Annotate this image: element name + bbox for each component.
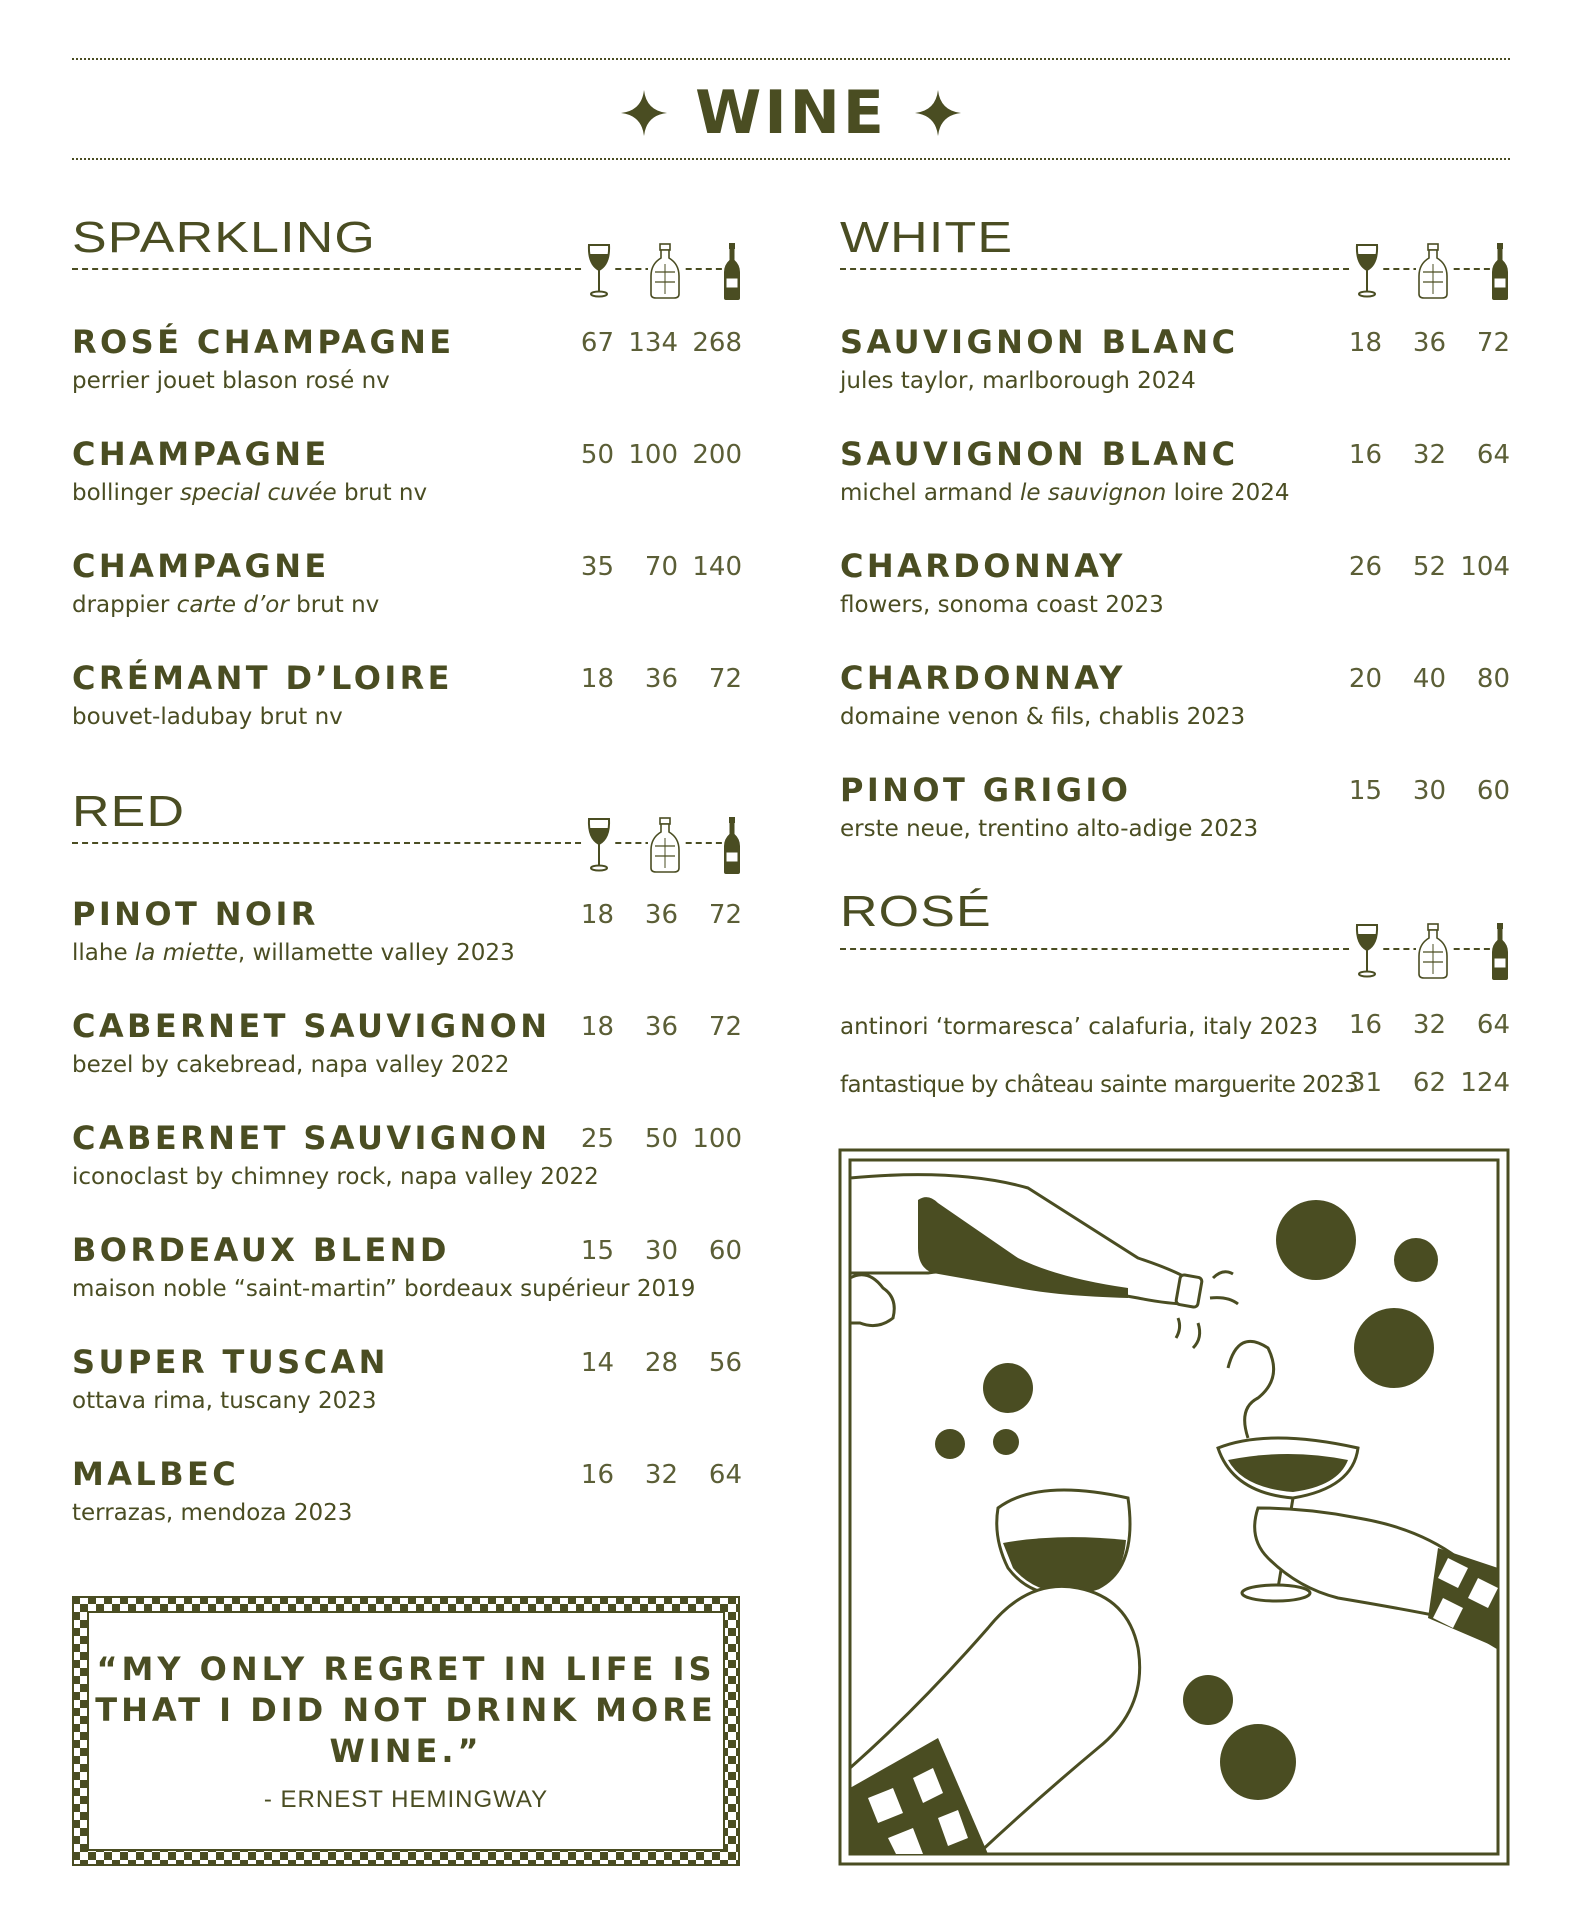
list-item bbox=[840, 435, 1510, 538]
bottle-price: 104 bbox=[1460, 552, 1510, 582]
carafe-price: 36 bbox=[644, 1012, 678, 1042]
carafe-price: 32 bbox=[1412, 1010, 1446, 1040]
price-group bbox=[1340, 778, 1510, 808]
wine-description: iconoclast by chimney rock, napa valley 2022 bbox=[72, 1164, 599, 1190]
wine-glass-icon bbox=[584, 242, 614, 302]
wine-bottle-icon bbox=[1490, 242, 1510, 302]
price-group bbox=[1340, 1070, 1510, 1100]
glass-price: 18 bbox=[580, 1012, 614, 1042]
glass-price: 16 bbox=[1348, 440, 1382, 470]
price-group bbox=[572, 1238, 742, 1268]
bottle-price: 64 bbox=[1476, 440, 1510, 470]
rose-section-header bbox=[840, 887, 1510, 980]
list-item bbox=[72, 659, 742, 762]
list-item bbox=[840, 1012, 1510, 1048]
quote-author: - ERNEST HEMINGWAY bbox=[263, 1785, 549, 1813]
bottle-price: 268 bbox=[692, 328, 742, 358]
list-item bbox=[840, 323, 1510, 426]
wine-name: CHARDONNAY bbox=[840, 547, 1126, 585]
wine-name: SUPER TUSCAN bbox=[72, 1343, 389, 1381]
wine-bottle-icon bbox=[722, 242, 742, 302]
price-group bbox=[572, 902, 742, 932]
wine-bottle-icon bbox=[1490, 922, 1510, 982]
wine-description: domaine venon & fils, chablis 2023 bbox=[840, 704, 1246, 730]
wine-description: perrier jouet blason rosé nv bbox=[72, 368, 390, 394]
sparkling-section-header bbox=[72, 213, 742, 300]
list-item bbox=[72, 1343, 742, 1446]
wine-description: bezel by cakebread, napa valley 2022 bbox=[72, 1052, 510, 1078]
bottle-price: 124 bbox=[1460, 1068, 1510, 1098]
glass-price: 18 bbox=[580, 664, 614, 694]
bottle-price: 140 bbox=[692, 552, 742, 582]
section-title: SPARKLING bbox=[72, 213, 376, 262]
rose-section bbox=[840, 887, 1510, 980]
price-group bbox=[572, 1126, 742, 1156]
wine-description: bouvet-ladubay brut nv bbox=[72, 704, 343, 730]
carafe-price: 62 bbox=[1412, 1068, 1446, 1098]
bottle-price: 60 bbox=[1476, 776, 1510, 806]
list-item bbox=[72, 1455, 742, 1558]
wine-name: BORDEAUX BLEND bbox=[72, 1231, 450, 1269]
bottle-price: 72 bbox=[708, 900, 742, 930]
list-item bbox=[840, 547, 1510, 650]
price-group bbox=[572, 442, 742, 472]
wine-name: ROSÉ CHAMPAGNE bbox=[72, 323, 455, 361]
wine-description: jules taylor, marlborough 2024 bbox=[840, 368, 1196, 394]
wine-name: CHAMPAGNE bbox=[72, 435, 330, 473]
wine-glass-icon bbox=[1352, 242, 1382, 302]
carafe-icon bbox=[648, 242, 682, 302]
carafe-icon bbox=[1416, 242, 1450, 302]
price-group bbox=[1340, 554, 1510, 584]
glass-price: 14 bbox=[580, 1348, 614, 1378]
red-section bbox=[72, 787, 742, 874]
serving-size-icons bbox=[584, 242, 742, 302]
wine-toast-illustration bbox=[838, 1148, 1510, 1866]
list-item bbox=[72, 895, 742, 998]
carafe-price: 134 bbox=[628, 328, 678, 358]
wine-name: CHARDONNAY bbox=[840, 659, 1126, 697]
wine-description: michel armand le sauvignon loire 2024 bbox=[840, 480, 1290, 506]
glass-price: 18 bbox=[1348, 328, 1382, 358]
glass-price: 18 bbox=[580, 900, 614, 930]
wine-name: CRÉMANT D’LOIRE bbox=[72, 659, 453, 697]
bottle-price: 72 bbox=[1476, 328, 1510, 358]
list-item bbox=[72, 547, 742, 650]
quote-box bbox=[72, 1596, 740, 1866]
wine-description: bollinger special cuvée brut nv bbox=[72, 480, 428, 506]
price-group bbox=[1340, 442, 1510, 472]
sparkling-section bbox=[72, 213, 742, 300]
wine-description: fantastique by château sainte marguerite 2023 bbox=[840, 1072, 1359, 1098]
list-item bbox=[72, 1231, 742, 1334]
wine-name: SAUVIGNON BLANC bbox=[840, 323, 1239, 361]
carafe-price: 30 bbox=[1412, 776, 1446, 806]
carafe-price: 70 bbox=[644, 552, 678, 582]
wine-name: CABERNET SAUVIGNON bbox=[72, 1007, 551, 1045]
carafe-icon bbox=[648, 816, 682, 876]
glass-price: 50 bbox=[580, 440, 614, 470]
price-group bbox=[572, 330, 742, 360]
wine-name: SAUVIGNON BLANC bbox=[840, 435, 1239, 473]
wine-description: erste neue, trentino alto-adige 2023 bbox=[840, 816, 1259, 842]
glass-price: 67 bbox=[580, 328, 614, 358]
price-group bbox=[1340, 666, 1510, 696]
carafe-price: 52 bbox=[1412, 552, 1446, 582]
page-title: WINE bbox=[695, 78, 887, 148]
list-item bbox=[840, 659, 1510, 762]
quote-text: “MY ONLY REGRET IN LIFE IS THAT I DID NOT DRINK MORE WINE.” bbox=[95, 1649, 717, 1770]
wine-description: maison noble “saint-martin” bordeaux supérieur 2019 bbox=[72, 1276, 696, 1302]
glass-price: 16 bbox=[580, 1460, 614, 1490]
wine-bottle-icon bbox=[722, 816, 742, 876]
glass-price: 15 bbox=[580, 1236, 614, 1266]
wine-description: drappier carte d’or brut nv bbox=[72, 592, 380, 618]
price-group bbox=[572, 1350, 742, 1380]
carafe-price: 32 bbox=[644, 1460, 678, 1490]
glass-price: 25 bbox=[580, 1124, 614, 1154]
section-title: ROSÉ bbox=[840, 887, 992, 936]
bottle-price: 60 bbox=[708, 1236, 742, 1266]
wine-name: PINOT NOIR bbox=[72, 895, 319, 933]
carafe-price: 40 bbox=[1412, 664, 1446, 694]
wine-description: ottava rima, tuscany 2023 bbox=[72, 1388, 377, 1414]
list-item bbox=[72, 435, 742, 538]
quote-content bbox=[88, 1612, 724, 1850]
white-section-header bbox=[840, 213, 1510, 300]
bottle-price: 56 bbox=[708, 1348, 742, 1378]
list-item bbox=[72, 1119, 742, 1222]
carafe-price: 32 bbox=[1412, 440, 1446, 470]
price-group bbox=[572, 1014, 742, 1044]
section-title: RED bbox=[72, 787, 186, 836]
serving-size-icons bbox=[1352, 242, 1510, 302]
price-group bbox=[572, 554, 742, 584]
wine-description: terrazas, mendoza 2023 bbox=[72, 1500, 353, 1526]
wine-name: CHAMPAGNE bbox=[72, 547, 330, 585]
carafe-price: 50 bbox=[644, 1124, 678, 1154]
wine-description: llahe la miette, willamette valley 2023 bbox=[72, 940, 515, 966]
carafe-price: 100 bbox=[628, 440, 678, 470]
wine-name: MALBEC bbox=[72, 1455, 240, 1493]
bottle-price: 200 bbox=[692, 440, 742, 470]
bottle-price: 72 bbox=[708, 1012, 742, 1042]
wine-glass-icon bbox=[584, 816, 614, 876]
price-group bbox=[572, 1462, 742, 1492]
wine-description: antinori ‘tormaresca’ calafuria, italy 2023 bbox=[840, 1014, 1319, 1040]
glass-price: 20 bbox=[1348, 664, 1382, 694]
glass-price: 16 bbox=[1348, 1010, 1382, 1040]
glass-price: 26 bbox=[1348, 552, 1382, 582]
serving-size-icons bbox=[584, 816, 742, 876]
list-item bbox=[840, 771, 1510, 874]
glass-price: 31 bbox=[1348, 1068, 1382, 1098]
bottle-price: 64 bbox=[708, 1460, 742, 1490]
price-group bbox=[1340, 1012, 1510, 1042]
bottle-price: 72 bbox=[708, 664, 742, 694]
bottle-price: 64 bbox=[1476, 1010, 1510, 1040]
carafe-price: 30 bbox=[644, 1236, 678, 1266]
red-section-header bbox=[72, 787, 742, 874]
list-item bbox=[840, 1070, 1510, 1106]
glass-price: 35 bbox=[580, 552, 614, 582]
bottle-price: 100 bbox=[692, 1124, 742, 1154]
glass-price: 15 bbox=[1348, 776, 1382, 806]
carafe-price: 28 bbox=[644, 1348, 678, 1378]
carafe-price: 36 bbox=[644, 664, 678, 694]
carafe-icon bbox=[1416, 922, 1450, 982]
carafe-price: 36 bbox=[1412, 328, 1446, 358]
list-item bbox=[72, 1007, 742, 1110]
wine-name: PINOT GRIGIO bbox=[840, 771, 1132, 809]
bottle-price: 80 bbox=[1476, 664, 1510, 694]
carafe-price: 36 bbox=[644, 900, 678, 930]
section-title: WHITE bbox=[840, 213, 1014, 262]
price-group bbox=[572, 666, 742, 696]
wine-name: CABERNET SAUVIGNON bbox=[72, 1119, 551, 1157]
wine-description: flowers, sonoma coast 2023 bbox=[840, 592, 1164, 618]
wine-glass-icon bbox=[1352, 922, 1382, 982]
price-group bbox=[1340, 330, 1510, 360]
white-section bbox=[840, 213, 1510, 300]
list-item bbox=[72, 323, 742, 426]
serving-size-icons bbox=[1352, 922, 1510, 982]
